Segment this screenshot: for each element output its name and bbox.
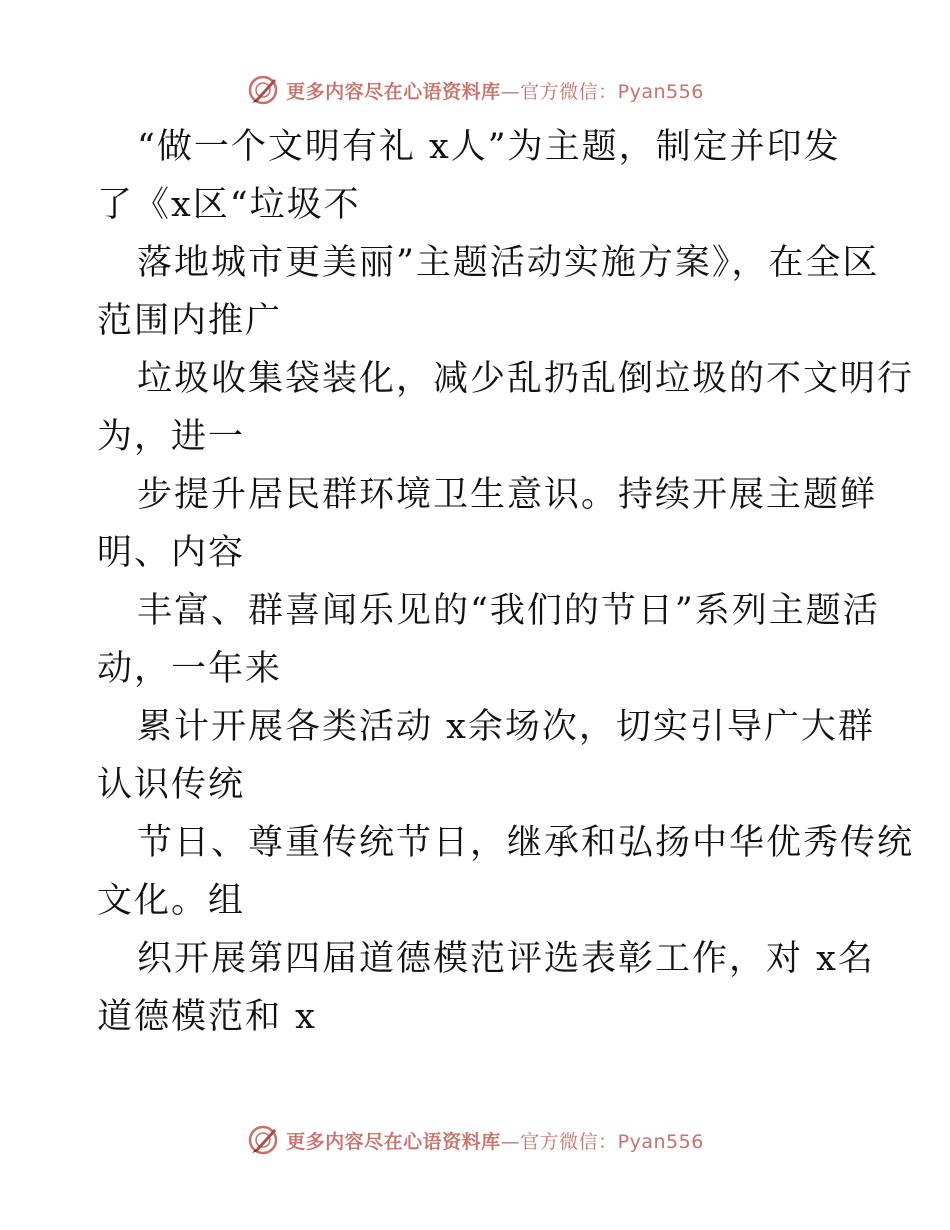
body-text-line: 节日、尊重传统节日，继承和弘扬中华优秀传统 — [137, 823, 915, 863]
body-text-line: 了《x区“垃圾不 — [97, 185, 361, 225]
body-text-line: 落地城市更美丽”主题活动实施方案》，在全区 — [137, 243, 880, 283]
watermark-dash: — — [500, 80, 521, 103]
body-text-line: 范围内推广 — [97, 301, 283, 341]
header-watermark — [0, 70, 950, 110]
footer-watermark — [0, 1120, 950, 1160]
watermark-text — [286, 77, 704, 104]
body-text-line: 认识传统 — [97, 765, 246, 805]
body-text-line: 织开展第四届道德模范评选表彰工作，对 x名 — [137, 939, 875, 979]
body-text-line: 明、内容 — [97, 533, 246, 573]
watermark-main-text: 更多内容尽在心语资料库 — [286, 1130, 501, 1153]
watermark-main-text: 更多内容尽在心语资料库 — [286, 80, 501, 103]
body-text-line: 丰富、群喜闻乐见的“我们的节日”系列主题活 — [137, 591, 880, 631]
body-text-line: 垃圾收集袋装化，减少乱扔乱倒垃圾的不文明行 — [137, 359, 915, 399]
pen-circle-logo-icon — [246, 73, 280, 107]
body-text-line: 动，一年来 — [97, 649, 283, 689]
body-text-line: 文化。组 — [97, 881, 246, 921]
watermark-text — [286, 1127, 704, 1154]
watermark-sub-text: 官方微信：Pyan556 — [520, 80, 704, 103]
watermark-dash: — — [500, 1130, 521, 1153]
body-text-line: 道德模范和 x — [97, 997, 317, 1037]
body-text-line: 步提升居民群环境卫生意识。持续开展主题鲜 — [137, 475, 878, 515]
pen-circle-logo-icon — [246, 1123, 280, 1157]
document-body — [97, 118, 915, 1046]
body-text-line: “做一个文明有礼 x人”为主题，制定并印发 — [137, 127, 841, 167]
watermark-sub-text: 官方微信：Pyan556 — [520, 1130, 704, 1153]
body-text-line: 为，进一 — [97, 417, 246, 457]
body-text-line: 累计开展各类活动 x余场次，切实引导广大群 — [137, 707, 875, 747]
